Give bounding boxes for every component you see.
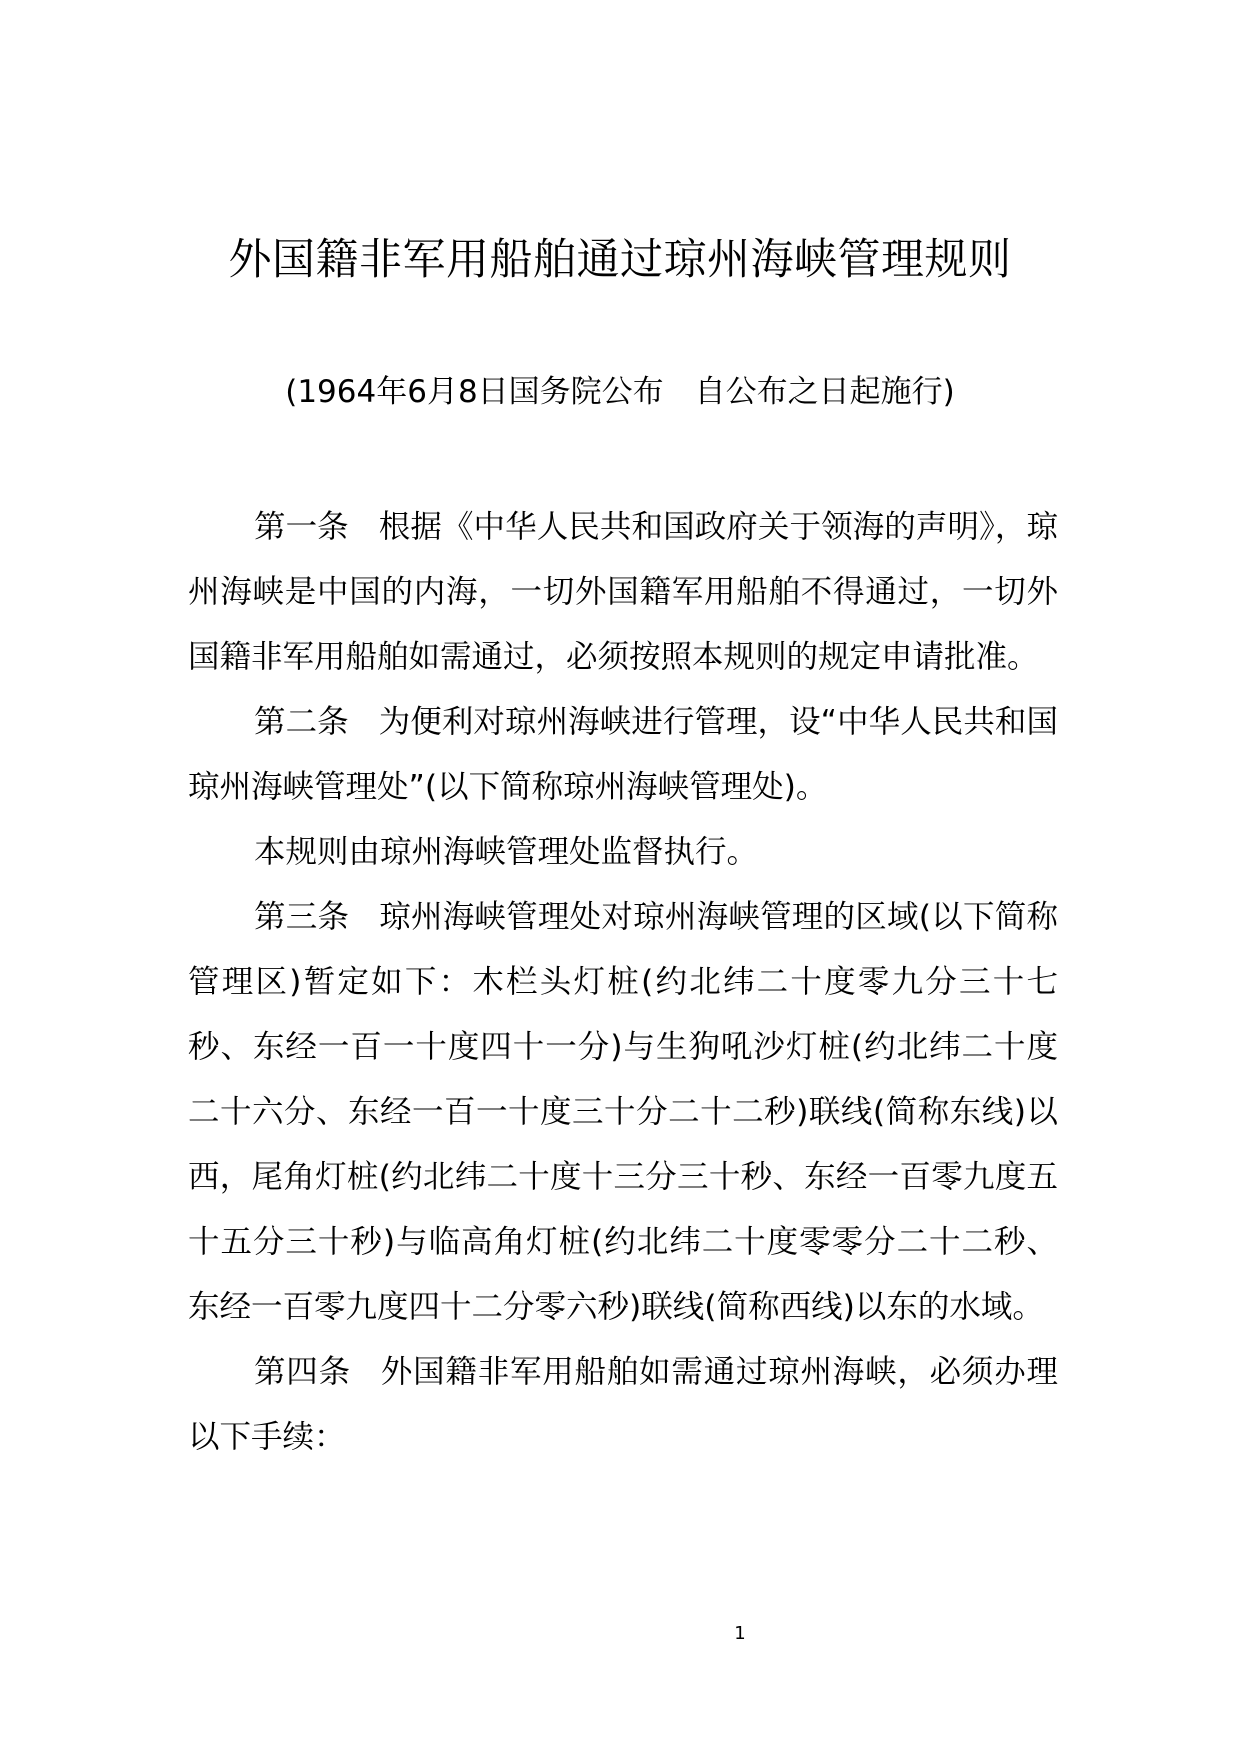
article-text: 外国籍非军用船舶如需通过琼州海峡，必须办理以下手续： [188, 1354, 1058, 1455]
article-3 [188, 885, 1058, 1340]
article-text: 琼州海峡管理处对琼州海峡管理的区域(以下简称管理区)暂定如下：木栏头灯桩(约北纬二十度零九分三十七秒、东经一百一十度四十一分)与生狗吼沙灯桩(约北纬二十度二十六分、东经一百一十度三十分二十二秒)联线(简称东线)以西，尾角灯桩(约北纬二十度十三分三十秒、东经一百零九度五十五分三十秒)与临高角灯桩(约北纬二十度零零分二十二秒、东经一百零九度四十二分零六秒)联线(简称西线)以东的水域。 [188, 899, 1058, 1325]
article-text: 本规则由琼州海峡管理处监督执行。 [254, 834, 759, 870]
article-2 [188, 690, 1058, 820]
document-body [188, 495, 1058, 1470]
article-1 [188, 495, 1058, 690]
page-number: 1 [734, 1623, 746, 1644]
article-label: 第四条 [254, 1354, 351, 1390]
article-label: 第三条 [254, 899, 350, 935]
article-2-supplement [188, 820, 1058, 885]
article-label: 第二条 [254, 704, 349, 740]
article-label: 第一条 [254, 509, 349, 545]
article-text: 根据《中华人民共和国政府关于领海的声明》，琼州海峡是中国的内海，一切外国籍军用船舶不得通过，一切外国籍非军用船舶如需通过，必须按照本规则的规定申请批准。 [188, 509, 1058, 675]
document-title: 外国籍非军用船舶通过琼州海峡管理规则 [228, 235, 1012, 285]
article-4 [188, 1340, 1058, 1470]
document-subtitle: (1964年6月8日国务院公布 自公布之日起施行) [285, 374, 955, 410]
article-text: 为便利对琼州海峡进行管理，设“中华人民共和国琼州海峡管理处”(以下简称琼州海峡管理处)。 [188, 704, 1058, 805]
